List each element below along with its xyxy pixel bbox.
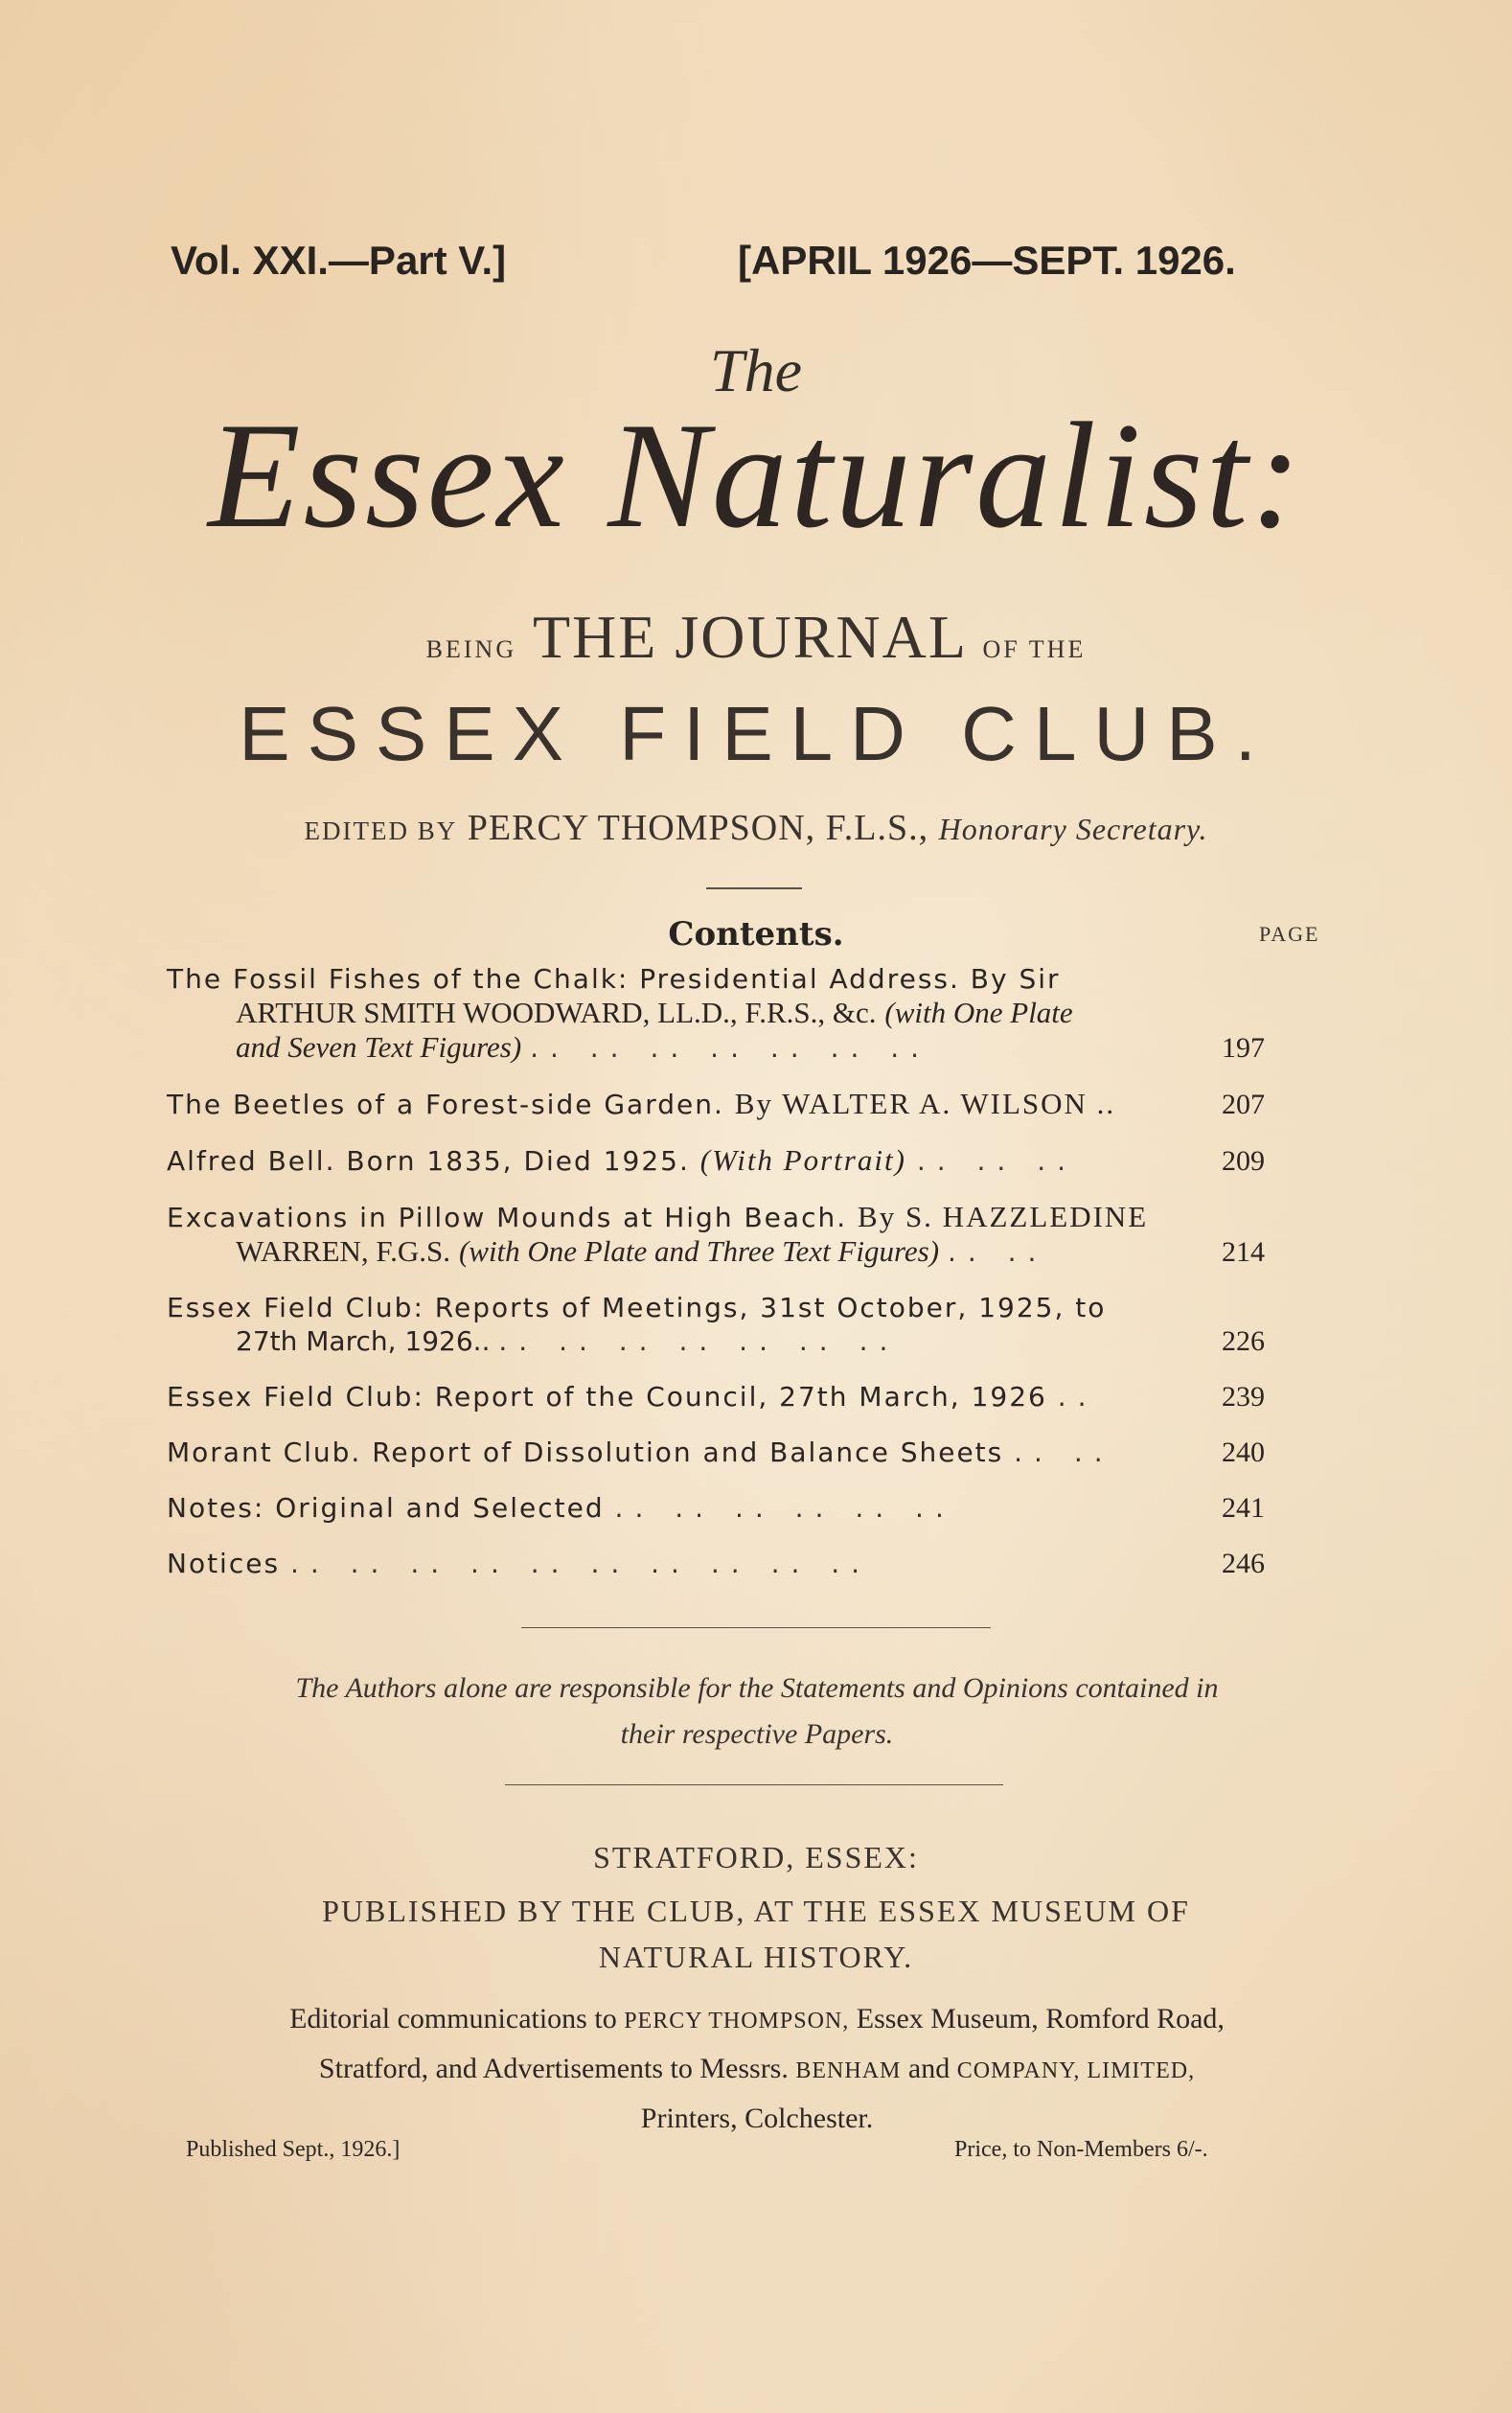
toc-entry-title: Morant Club. Report of Dissolution and Balance Sheets: [167, 1436, 1004, 1468]
toc-page-number: 214: [1222, 1236, 1265, 1268]
editor-line: [0, 807, 1512, 849]
divider-rule: [505, 1784, 1003, 1785]
volume-part-label: Vol. XXI.—Part V.]: [171, 238, 507, 283]
toc-entry: [167, 1143, 1265, 1178]
authors-disclaimer: [163, 1666, 1351, 1758]
contents-heading: Contents.: [668, 915, 844, 954]
toc-page-number: 207: [1222, 1089, 1265, 1120]
table-of-contents: [167, 962, 1265, 1602]
toc-entry: [167, 1436, 1265, 1469]
toc-entry: [167, 962, 1265, 1065]
toc-entry-author: WARREN, F.G.S.: [236, 1234, 451, 1268]
toc-entry-title-cont: 27th March, 1926..: [236, 1325, 491, 1357]
toc-entry-title: Notes: Original and Selected: [167, 1492, 605, 1524]
edited-by-label: EDITED BY: [304, 816, 458, 845]
leader-dots: .. .. .. .. .. .. ..: [530, 1032, 931, 1064]
publisher-line: NATURAL HISTORY.: [598, 1940, 914, 1974]
toc-page-number: 239: [1222, 1381, 1265, 1413]
leader-dots: .. ..: [1014, 1436, 1114, 1468]
toc-entry: [167, 1491, 1265, 1525]
toc-page-number: 197: [1222, 1032, 1265, 1064]
editor-role: Honorary Secretary.: [938, 812, 1208, 846]
published-date: Published Sept., 1926.]: [186, 2137, 401, 2162]
toc-entry-author: By S. HAZZLEDINE: [858, 1200, 1149, 1233]
publication-place: STRATFORD, ESSEX:: [593, 1840, 919, 1874]
issue-dates-label: [APRIL 1926—SEPT. 1926.: [738, 238, 1236, 283]
toc-entry-title: Notices: [167, 1548, 281, 1579]
toc-entry-title: Excavations in Pillow Mounds at High Beach.: [167, 1202, 848, 1233]
leader-dots: .. .. .. .. .. ..: [614, 1492, 955, 1524]
printer-name: COMPANY, LIMITED,: [956, 2058, 1196, 2083]
subtitle-being: BEING: [425, 635, 517, 663]
page-column-label: PAGE: [1259, 922, 1320, 946]
toc-entry-title: Alfred Bell. Born 1835, Died 1925.: [167, 1145, 690, 1177]
disclaimer-line: their respective Papers.: [620, 1718, 894, 1750]
toc-entry: [167, 1087, 1265, 1121]
price-note: Price, to Non-Members 6/-.: [954, 2137, 1208, 2162]
toc-entry-author: By WALTER A. WILSON ..: [734, 1087, 1116, 1120]
editorial-text: Stratford, and Advertisements to Messrs.: [318, 2053, 789, 2084]
toc-entry-author: ARTHUR SMITH WOODWARD, LL.D., F.R.S., &c.: [236, 996, 877, 1029]
publisher-line: PUBLISHED BY THE CLUB, AT THE ESSEX MUSEUM OF: [322, 1894, 1190, 1928]
editorial-text: Editorial communications to: [289, 2003, 617, 2034]
toc-page-number: 241: [1222, 1492, 1265, 1524]
toc-entry-note: (with One Plate: [884, 996, 1073, 1029]
editorial-notice: [144, 1995, 1370, 2143]
toc-entry-title: Essex Field Club: Report of the Council, 27th March, 1926: [167, 1381, 1047, 1413]
toc-entry: [167, 1380, 1265, 1413]
toc-entry-title: The Fossil Fishes of the Chalk: Presidential Address. By Sir: [167, 963, 1061, 995]
disclaimer-line: The Authors alone are responsible for the Statements and Opinions contained in: [295, 1672, 1219, 1704]
divider-rule: [706, 887, 802, 889]
toc-page-number: 246: [1222, 1548, 1265, 1579]
subtitle-of-the: OF THE: [982, 635, 1087, 663]
toc-entry: [167, 1291, 1265, 1358]
toc-entry-note: (With Portrait): [699, 1143, 906, 1177]
divider-rule: [521, 1627, 991, 1628]
title-the: The: [710, 336, 802, 404]
toc-entry-title: Essex Field Club: Reports of Meetings, 31st October, 1925, to: [167, 1292, 1107, 1323]
journal-title: Essex Naturalist:: [208, 392, 1304, 560]
publisher-statement: [172, 1888, 1340, 1980]
editorial-text: and: [907, 2053, 951, 2084]
leader-dots: ..: [1057, 1381, 1098, 1413]
toc-page-number: 226: [1222, 1325, 1265, 1357]
editorial-contact-name: PERCY THOMPSON,: [624, 2009, 850, 2034]
leader-dots: .. .. ..: [916, 1145, 1078, 1177]
editorial-text: Printers, Colchester.: [640, 2103, 874, 2134]
leader-dots: .. .. .. .. .. .. ..: [498, 1325, 900, 1357]
toc-page-number: 209: [1222, 1145, 1265, 1177]
toc-entry-title: The Beetles of a Forest-side Garden.: [167, 1089, 724, 1120]
leader-dots: .. .. .. .. .. .. .. .. .. ..: [289, 1548, 872, 1579]
editorial-text: Essex Museum, Romford Road,: [856, 2003, 1225, 2034]
toc-entry: [167, 1200, 1265, 1269]
toc-entry: [167, 1547, 1265, 1580]
toc-page-number: 240: [1222, 1436, 1265, 1468]
leader-dots: .. ..: [947, 1236, 1048, 1268]
subtitle-journal: THE JOURNAL: [532, 603, 966, 671]
toc-entry-note: and Seven Text Figures): [236, 1030, 522, 1064]
printer-name: BENHAM: [795, 2058, 902, 2083]
editor-name: PERCY THOMPSON, F.L.S.,: [467, 808, 929, 848]
toc-entry-note: (with One Plate and Three Text Figures): [458, 1234, 940, 1268]
club-name: ESSEX FIELD CLUB.: [239, 691, 1273, 776]
journal-subtitle: [0, 602, 1512, 673]
